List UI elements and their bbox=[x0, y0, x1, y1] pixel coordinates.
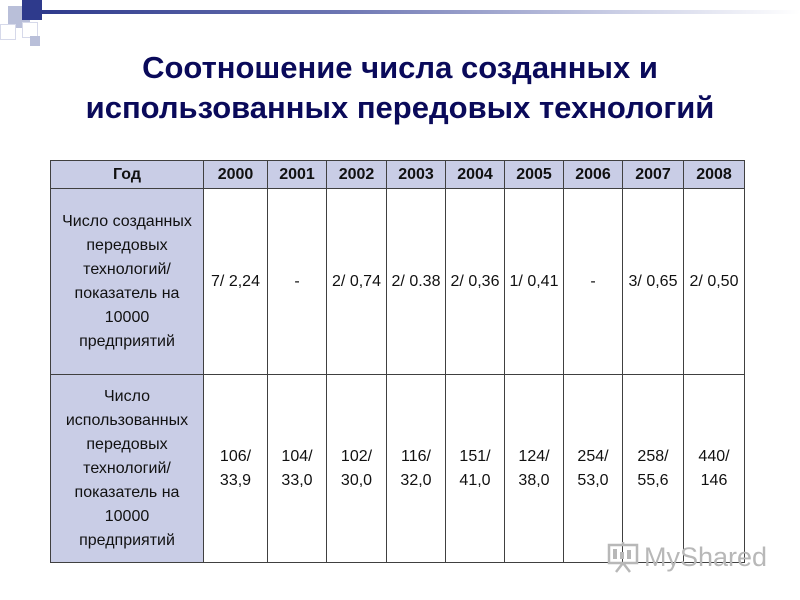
table-cell: 2/ 0,74 bbox=[327, 189, 387, 375]
slide-title-line-1: Соотношение числа созданных и bbox=[142, 50, 658, 85]
table-cell: - bbox=[268, 189, 327, 375]
top-gradient-bar bbox=[40, 10, 800, 14]
table-row bbox=[51, 189, 745, 375]
header-cell: 2003 bbox=[387, 161, 446, 189]
table-cell: 2/ 0,50 bbox=[684, 189, 745, 375]
table-cell: 7/ 2,24 bbox=[204, 189, 268, 375]
header-cell: 2000 bbox=[204, 161, 268, 189]
table-cell: 258/ 55,6 bbox=[623, 375, 684, 563]
watermark-text: MyShared bbox=[644, 541, 768, 572]
table-cell: 106/ 33,9 bbox=[204, 375, 268, 563]
header-cell: 2007 bbox=[623, 161, 684, 189]
row-label-used: Число использованных передовых технологий/ показатель на 10000 предприятий bbox=[51, 375, 204, 563]
decorative-square bbox=[30, 36, 40, 46]
table-cell: 3/ 0,65 bbox=[623, 189, 684, 375]
table-cell: - bbox=[564, 189, 623, 375]
table-cell: 102/ 30,0 bbox=[327, 375, 387, 563]
table-cell: 104/ 33,0 bbox=[268, 375, 327, 563]
slide-title-line-2: использованных передовых технологий bbox=[85, 90, 715, 125]
header-cell: 2006 bbox=[564, 161, 623, 189]
presentation-board-icon bbox=[606, 540, 640, 574]
table-cell: 440/ 146 bbox=[684, 375, 745, 563]
watermark bbox=[606, 540, 767, 574]
table-cell: 1/ 0,41 bbox=[505, 189, 564, 375]
table-cell: 2/ 0.38 bbox=[387, 189, 446, 375]
data-table bbox=[50, 160, 745, 563]
table-cell: 116/ 32,0 bbox=[387, 375, 446, 563]
slide-title bbox=[0, 48, 800, 128]
table-cell: 151/ 41,0 bbox=[446, 375, 505, 563]
header-cell: 2008 bbox=[684, 161, 745, 189]
header-cell: 2001 bbox=[268, 161, 327, 189]
table-cell: 124/ 38,0 bbox=[505, 375, 564, 563]
decorative-square bbox=[0, 24, 16, 40]
header-cell: 2002 bbox=[327, 161, 387, 189]
header-cell: 2004 bbox=[446, 161, 505, 189]
header-cell: 2005 bbox=[505, 161, 564, 189]
row-label-created: Число созданных передовых технологий/ показатель на 10000 предприятий bbox=[51, 189, 204, 375]
table-header-row bbox=[51, 161, 745, 189]
decorative-square bbox=[22, 0, 42, 20]
table-cell: 254/ 53,0 bbox=[564, 375, 623, 563]
header-cell-year: Год bbox=[51, 161, 204, 189]
table-row bbox=[51, 375, 745, 563]
table-cell: 2/ 0,36 bbox=[446, 189, 505, 375]
